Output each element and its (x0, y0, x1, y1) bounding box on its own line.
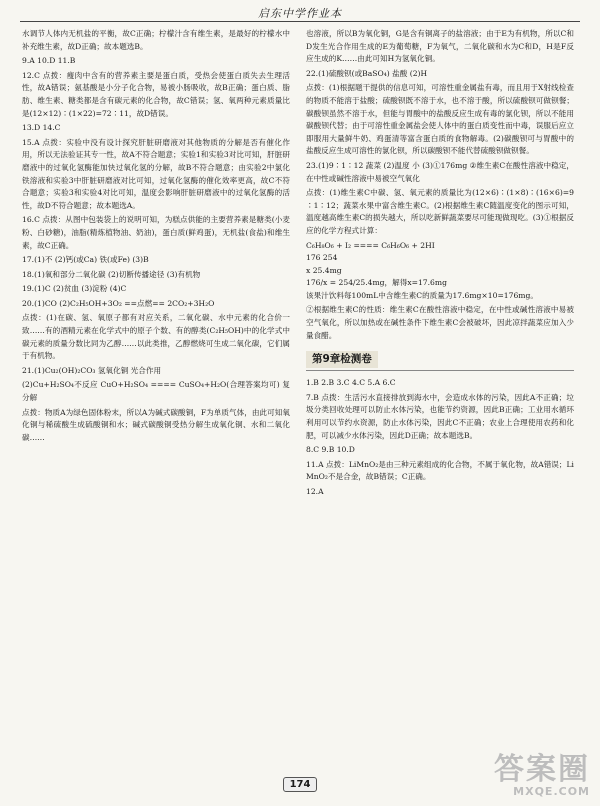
answer-paragraph: 18.(1)氧和部分二氧化碳 (2)切断传播途径 (3)有机物 (22, 269, 201, 279)
left-column (22, 28, 290, 446)
answer-paragraph: 也溶液，所以B为氧化铜，G是含有铜离子的盐溶液；由于E为有机物，所以C和D发生光合作用生成的E为葡萄糖，F为氧气，二氧化碳和水为C和D，H是F反应生成的K……由此可知H为氢氧化铜。 (306, 29, 574, 64)
answer-paragraph: 13.D 14.C (22, 123, 61, 133)
page-header (0, 0, 600, 22)
answer-paragraph: 1.B 2.B 3.C 4.C 5.A 6.C (306, 378, 396, 388)
answer-paragraph: 8.C 9.B 10.D (306, 445, 355, 455)
watermark (494, 752, 590, 798)
answer-paragraph: 点拨：(1)在碳、氢、氧原子都有对应关系，二氧化碳、水中元素的化合价一致……有的酒精元素在化学式中的原子个数、有的醇类(C₂H₅OH)中的化学式中碳元素的质量分数比同为乙醇……以此类推，乙醇燃烧可生成二氧化碳，它们属于有机物。 (22, 313, 290, 361)
answer-paragraph: 12.C 点拨：瘦肉中含有的营养素主要是蛋白质，受热会使蛋白质失去生理活性，故A错误；氨基酸是小分子化合物，易被小肠吸收，故B正确；蛋白质、脂肪、维生素、糖类都是含有碳元素的化合物，故C错误；氢、氧两种元素质量比是(12×12)∶(1×22)=72∶11，故D错误。 (22, 70, 290, 118)
header-rule (20, 21, 580, 22)
answer-paragraph: 23.(1)9∶1∶12 蔬菜 (2)温度 小 (3)①176mg ②维生素C在酸性溶液中稳定，在中性或碱性溶液中易被空气氧化 (306, 160, 574, 183)
right-column (306, 28, 574, 501)
header-title: 启东中学作业本 (258, 7, 342, 20)
calc-line: 176 254 (306, 253, 338, 263)
answer-paragraph: 7.B 点拨：生活污水直接排放到海水中，会造成水体的污染，因此A不正确；垃圾分类回收处理可以防止水体污染，也能节约资源，因此B正确；工业用水循环利用可以节约水资源，防止水体污染，因此C不正确；农业上合理使用农药和化肥，可以减少水体污染，因此D正确；故本题选B。 (306, 392, 574, 440)
watermark-url: MXQE.COM (513, 785, 590, 798)
calc-line: x 25.4mg (306, 265, 342, 275)
answer-paragraph: 22.(1)硫酸钡(或BaSO₄) 盐酸 (2)H (306, 68, 428, 78)
answer-paragraph: 点拨：物质A为绿色固体粉末，所以A为碱式碳酸铜，F为单质气体，由此可知氧化铜与稀硫酸生成硫酸铜和水；碱式碳酸铜受热分解生成氧化铜、水和二氧化碳…… (22, 407, 290, 442)
answer-paragraph: (2)Cu+H₂SO₄不反应 CuO+H₂SO₄ ==== CuSO₄+H₂O(合理答案均可) 复分解 (22, 380, 290, 403)
answer-paragraph: 水调节人体内无机盐的平衡，故C正确；柠檬汁含有维生素，是最好的柠檬水中补充维生素，故D正确；故本题选B。 (22, 29, 290, 51)
answer-paragraph: 该果汁饮料每100mL中含维生素C的质量为17.6mg×10=176mg。 (306, 290, 538, 300)
answer-paragraph: 12.A (306, 487, 324, 496)
answer-paragraph: 点拨：(1)维生素C中碳、氢、氧元素的质量比为(12×6)∶(1×8)∶(16×6)=9∶1∶12；蔬菜水果中富含维生素C。(2)根据维生素C随温度变化的图示可知，温度越高维生素C的损失越大，所以吃新鲜蔬菜要尽可能现做现吃。(3)①根据反应的化学方程式计算： (306, 188, 574, 235)
section-divider (306, 348, 574, 371)
answer-paragraph: 11.A 点拨：LiMnO₂是由三种元素组成的化合物，不属于氧化物，故A错误；LiMnO₂不是合金，故B错误；C正确。 (306, 459, 574, 482)
watermark-logo-text: 答案圈 (494, 752, 590, 787)
answer-paragraph: 19.(1)C (2)贫血 (3)淀粉 (4)C (22, 284, 127, 294)
answer-paragraph: ②根据维生素C的性质：维生素C在酸性溶液中稳定，在中性或碱性溶液中易被空气氧化，所以加热或在碱性条件下维生素C会被破坏，因此凉拌蔬菜应加入少量食醋。 (306, 305, 574, 340)
answer-paragraph: 点拨：(1)根据题干提供的信息可知，可溶性重金属盐有毒，而且用于X射线检查的物质不能溶于盐酸；硫酸钡既不溶于水，也不溶于酸，所以硫酸钡可做钡餐；碳酸钡虽然不溶于水，但能与胃酸中的盐酸反应生成有毒的氯化钡，所以不能用碳酸钡代替；由于可溶性重金属盐会使人体中的蛋白质变性而中毒，误服后应立即服用大量鲜牛奶、鸡蛋清等富含蛋白质的食物解毒。(2)碳酸钡可与胃酸中的盐酸反应生成可溶性的氯化钡，所以碳酸钡不能代替硫酸钡做钡餐。 (306, 83, 574, 156)
answer-paragraph: 16.C 点拨：从图中包装袋上的说明可知，为糕点供能的主要营养素是糖类(小麦粉、白砂糖)，油脂(精炼植物油、奶油)，蛋白质(鲜鸡蛋)，无机盐(食盐)和维生素，故C正确。 (22, 215, 290, 250)
calc-line: 176/x = 254/25.4mg，解得x=17.6mg (306, 278, 447, 288)
chemical-equation: C₆H₈O₆ + I₂ ==== C₆H₆O₆ + 2HI (306, 240, 435, 250)
answer-paragraph: 9.A 10.D 11.B (22, 56, 76, 66)
section-heading: 第9章检测卷 (306, 351, 378, 368)
answer-paragraph: 21.(1)Cu₂(OH)₂CO₃ 氢氧化铜 光合作用 (22, 365, 162, 375)
answer-paragraph: 17.(1)不 (2)钙(或Ca) 铁(或Fe) (3)B (22, 255, 149, 265)
answer-paragraph: 20.(1)CO (2)C₂H₅OH+3O₂ ==点燃== 2CO₂+3H₂O (22, 298, 215, 308)
answer-paragraph: 15.A 点拨：实验中没有设计探究肝脏研磨液对其他物质的分解是否有催化作用，所以无法验证其专一性，故A不符合题意；实验1和实验3对比可知，肝脏研磨液中的过氧化氢酶能加快过氧化氢的分解，故B不符合题意；由实验2中氯化铁溶液和实验3中肝脏研磨液对比可知，过氧化氢酶的催化效率更高，故C不符合题意；实验3和实验4对比可知，温度会影响肝脏研磨液中的过氧化氢酶的活性，故D不符合题意；故本题选A。 (22, 137, 290, 210)
page-number: 174 (283, 777, 318, 792)
